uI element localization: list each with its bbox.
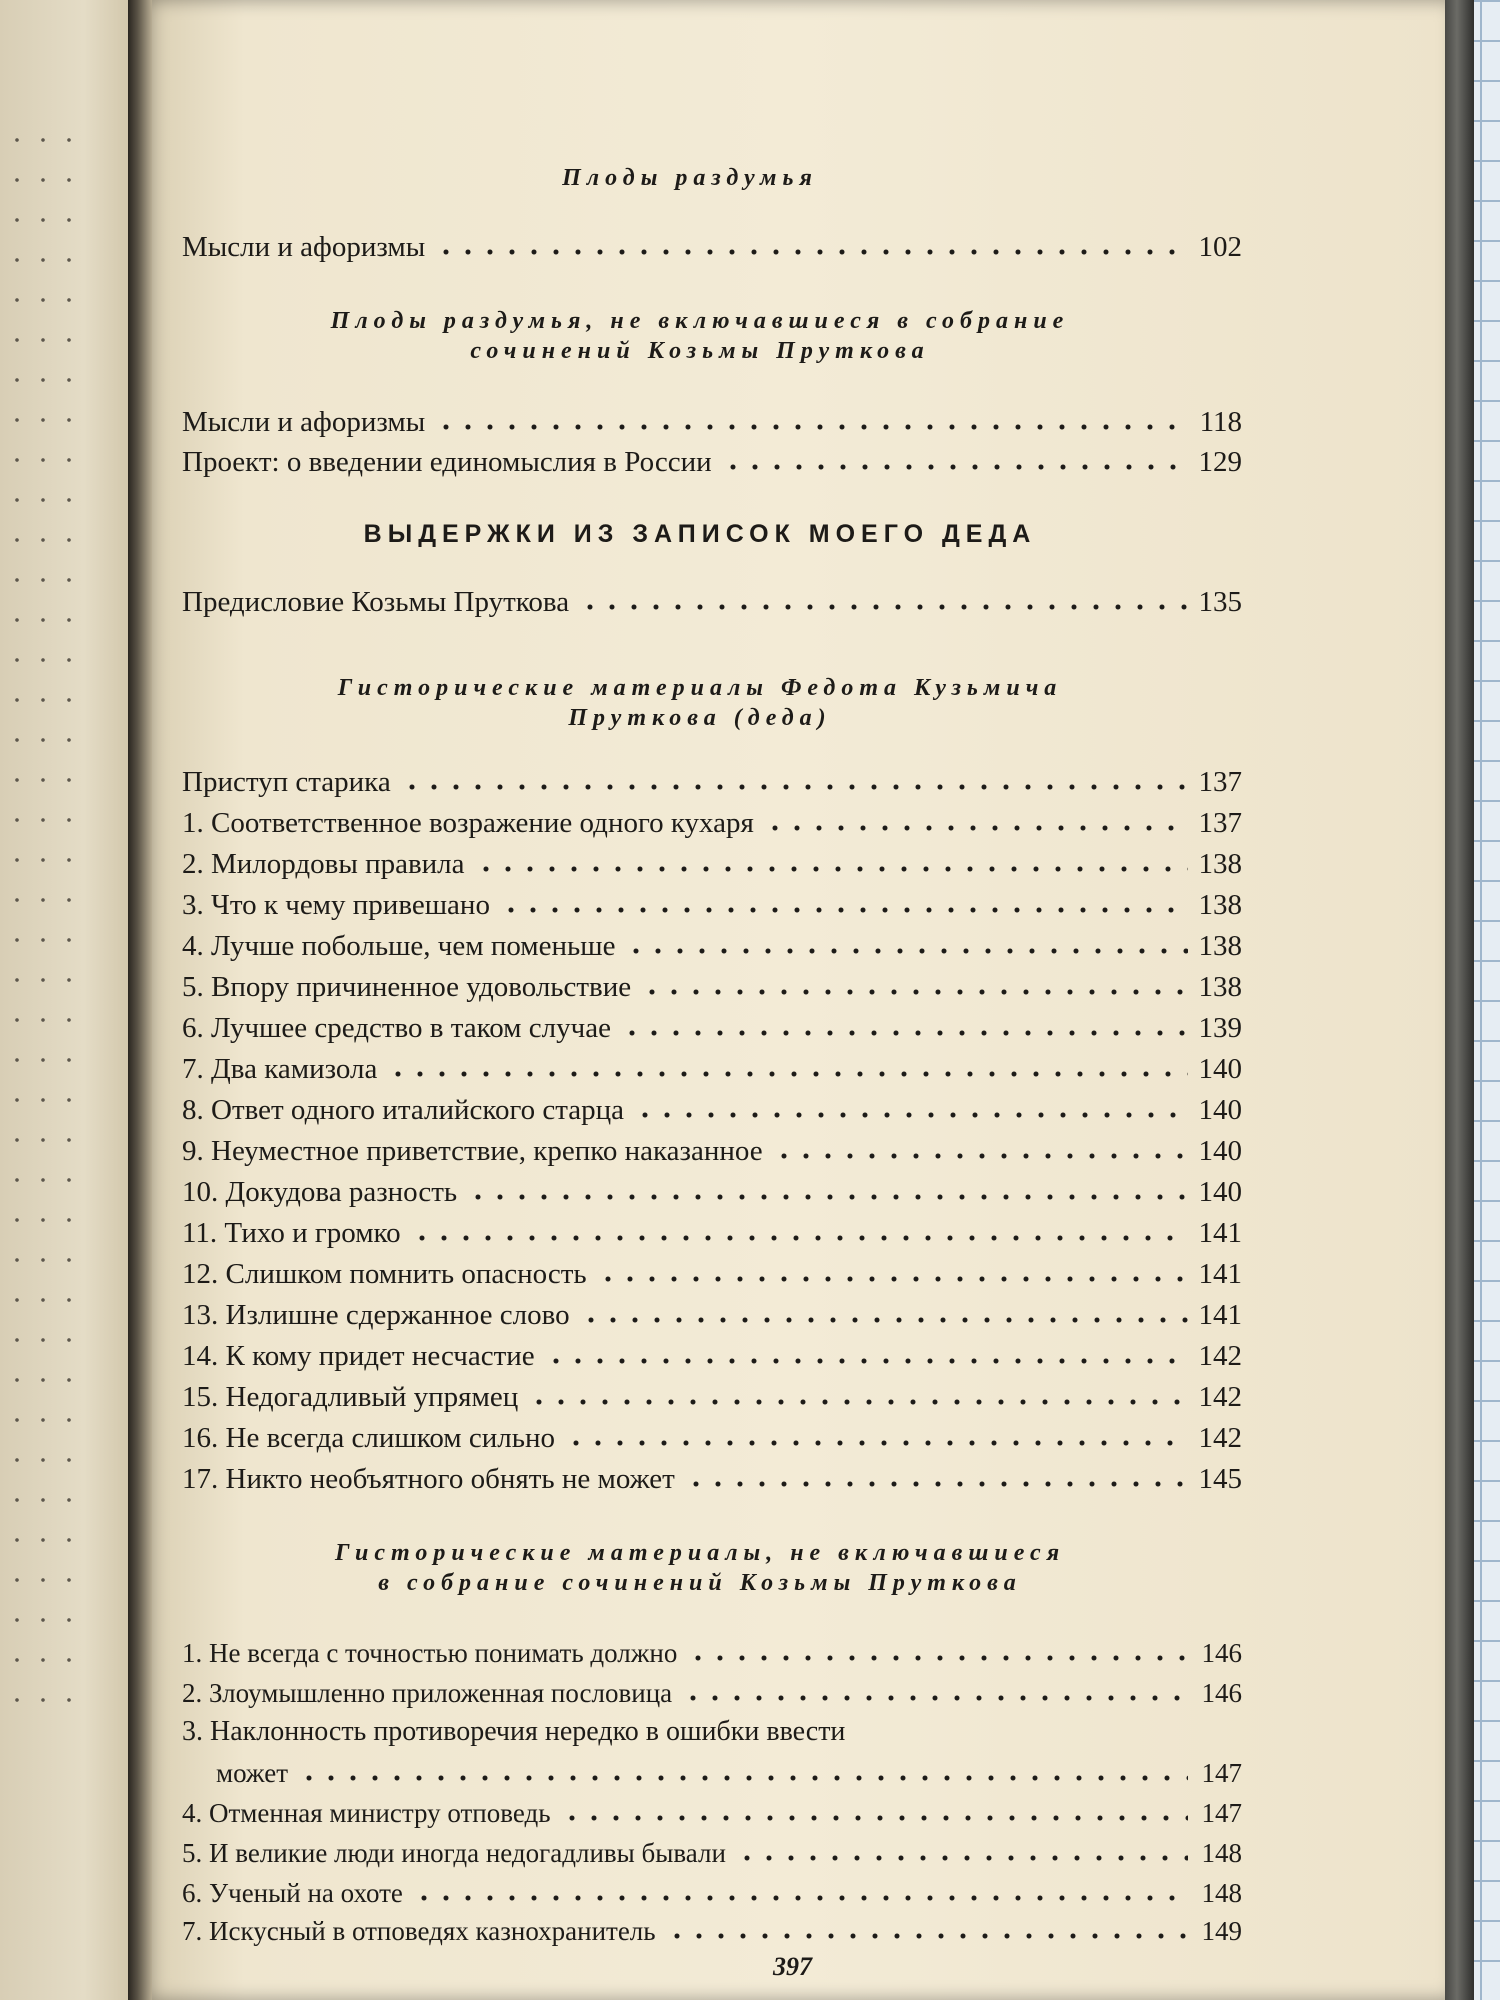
toc-entry xyxy=(182,1093,1242,1127)
entry-page: 138 xyxy=(1198,889,1242,921)
leader-dots xyxy=(500,906,1188,914)
entry-page: 102 xyxy=(1198,231,1242,263)
toc-entry xyxy=(182,1421,1242,1455)
leader-dots xyxy=(687,1654,1188,1662)
toc-entry xyxy=(182,1462,1242,1496)
leader-dots xyxy=(579,603,1188,611)
entry-page: 129 xyxy=(1198,446,1242,478)
entry-page: 147 xyxy=(1201,1798,1242,1828)
section-title: сочинений Козьмы Пруткова xyxy=(470,338,930,364)
toc-entry xyxy=(182,1876,1242,1910)
leader-dots xyxy=(561,1814,1188,1822)
leader-dots xyxy=(401,783,1188,791)
entry-title: 6. Ученый на охоте xyxy=(182,1878,403,1908)
entry-page: 118 xyxy=(1199,406,1242,438)
entry-title: 4. Лучше побольше, чем поменьше xyxy=(182,930,616,962)
entry-title: может xyxy=(216,1758,288,1788)
toc-entry xyxy=(182,1756,1242,1790)
entry-page: 148 xyxy=(1201,1878,1242,1908)
entry-page: 135 xyxy=(1198,586,1242,618)
entry-page: 140 xyxy=(1198,1176,1242,1208)
leader-dots xyxy=(565,1439,1188,1447)
entry-title: 10. Докудова разность xyxy=(182,1176,458,1208)
entry-page: 147 xyxy=(1201,1758,1242,1788)
entry-page: 141 xyxy=(1198,1258,1242,1290)
entry-title: 5. И великие люди иногда недогадливы бывали xyxy=(182,1838,726,1868)
toc-entry xyxy=(182,1134,1242,1168)
leader-dots xyxy=(634,1111,1188,1119)
entry-title: 3. Наклонность противоречия нередко в ошибки ввести xyxy=(182,1716,846,1747)
entry-title: 1. Соответственное возражение одного кухаря xyxy=(182,807,754,839)
entry-title: 13. Излишне сдержанное слово xyxy=(182,1299,570,1331)
entry-page: 141 xyxy=(1198,1299,1242,1331)
leader-dots xyxy=(435,423,1188,431)
entry-page: 148 xyxy=(1201,1838,1242,1868)
entry-page: 146 xyxy=(1201,1638,1242,1668)
toc-entry xyxy=(182,585,1242,619)
table-of-contents xyxy=(140,0,1445,2000)
leader-dots xyxy=(682,1694,1188,1702)
entry-page: 149 xyxy=(1201,1916,1242,1946)
toc-entry xyxy=(182,1676,1242,1710)
toc-entry xyxy=(182,1636,1242,1670)
entry-page: 145 xyxy=(1198,1463,1242,1495)
book-cover-edge xyxy=(1440,0,1474,2000)
entry-page: 140 xyxy=(1198,1135,1242,1167)
toc-entry xyxy=(182,1914,1242,1948)
entry-title: 1. Не всегда с точностью понимать должно xyxy=(182,1638,678,1668)
entry-page: 137 xyxy=(1198,766,1242,798)
leader-dots xyxy=(298,1774,1188,1782)
toc-entry xyxy=(182,888,1242,922)
entry-title: 3. Что к чему привешано xyxy=(182,889,490,921)
toc-entry xyxy=(182,1380,1242,1414)
toc-entry xyxy=(182,445,1242,479)
leader-dots xyxy=(387,1070,1188,1078)
entry-title: 6. Лучшее средство в таком случае xyxy=(182,1012,611,1044)
previous-page-edge xyxy=(0,0,140,2000)
leader-dots xyxy=(621,1029,1188,1037)
section-title: Плоды раздумья, не включавшиеся в собрание xyxy=(330,308,1070,334)
entry-title: 11. Тихо и громко xyxy=(182,1217,401,1249)
leader-dots xyxy=(66,120,72,1720)
entry-title: 12. Слишком помнить опасность xyxy=(182,1258,587,1290)
entry-title: 9. Неуместное приветствие, крепко наказанное xyxy=(182,1135,763,1167)
section-title: Гисторические материалы Федота Кузьмича xyxy=(337,675,1063,701)
entry-title: Мысли и афоризмы xyxy=(182,406,426,438)
toc-entry xyxy=(182,1796,1242,1830)
toc-entry xyxy=(182,847,1242,881)
page-number: 397 xyxy=(773,1952,812,1981)
entry-page: 142 xyxy=(1198,1381,1242,1413)
entry-page: 140 xyxy=(1198,1053,1242,1085)
section-title: Плоды раздумья xyxy=(562,165,818,191)
entry-page: 138 xyxy=(1198,971,1242,1003)
toc-entry xyxy=(182,970,1242,1004)
leader-dots xyxy=(722,463,1188,471)
leader-dots xyxy=(413,1894,1188,1902)
section-title: Гисторические материалы, не включавшиеся xyxy=(334,1540,1066,1566)
entry-page: 142 xyxy=(1198,1340,1242,1372)
entry-title: 7. Два камизола xyxy=(182,1053,378,1085)
toc-entry xyxy=(182,1339,1242,1373)
leader-dots xyxy=(764,824,1188,832)
entry-title: 7. Искусный в отповедях казнохранитель xyxy=(182,1916,656,1946)
toc-entry xyxy=(182,765,1242,799)
toc-entry xyxy=(182,1298,1242,1332)
leader-dots xyxy=(528,1398,1188,1406)
entry-title: 2. Милордовы правила xyxy=(182,848,465,880)
leader-dots xyxy=(40,120,46,1720)
book-page xyxy=(140,0,1445,2000)
leader-dots xyxy=(475,865,1188,873)
leader-dots xyxy=(580,1316,1188,1324)
toc-entry xyxy=(182,806,1242,840)
entry-title: Мысли и афоризмы xyxy=(182,231,426,263)
entry-title: Приступ старика xyxy=(182,766,391,798)
leader-dots xyxy=(467,1193,1188,1201)
entry-page: 138 xyxy=(1198,930,1242,962)
leader-dots xyxy=(411,1234,1188,1242)
toc-entry xyxy=(182,929,1242,963)
entry-title: 15. Недогадливый упрямец xyxy=(182,1381,519,1413)
entry-page: 138 xyxy=(1198,848,1242,880)
section-title: Пруткова (деда) xyxy=(568,705,832,731)
toc-entry xyxy=(182,1257,1242,1291)
toc-entry xyxy=(182,405,1242,439)
entry-title: 2. Злоумышленно приложенная пословица xyxy=(182,1678,673,1708)
entry-page: 140 xyxy=(1198,1094,1242,1126)
toc-entry xyxy=(182,1052,1242,1086)
leader-dots xyxy=(597,1275,1188,1283)
toc-entry xyxy=(182,230,1242,264)
entry-title: 16. Не всегда слишком сильно xyxy=(182,1422,555,1454)
leader-dots xyxy=(641,988,1188,996)
toc-entry xyxy=(182,1011,1242,1045)
toc-entry xyxy=(182,1175,1242,1209)
entry-title: 5. Впору причиненное удовольствие xyxy=(182,971,632,1003)
section-title: ВЫДЕРЖКИ ИЗ ЗАПИСОК МОЕГО ДЕДА xyxy=(363,520,1037,548)
leader-dots xyxy=(435,248,1188,256)
book-gutter xyxy=(128,0,152,2000)
entry-page: 146 xyxy=(1201,1678,1242,1708)
entry-page: 142 xyxy=(1198,1422,1242,1454)
entry-title: 17. Никто необъятного обнять не может xyxy=(182,1463,675,1495)
leader-dots xyxy=(666,1932,1188,1940)
entry-title: Предисловие Козьмы Пруткова xyxy=(182,586,570,618)
leader-dots xyxy=(773,1152,1188,1160)
toc-entry xyxy=(182,1836,1242,1870)
entry-title: 4. Отменная министру отповедь xyxy=(182,1798,551,1828)
leader-dots xyxy=(736,1854,1188,1862)
entry-page: 141 xyxy=(1198,1217,1242,1249)
toc-entry xyxy=(182,1216,1242,1250)
entry-title: Проект: о введении единомыслия в России xyxy=(182,446,712,478)
leader-dots xyxy=(625,947,1188,955)
section-title: в собрание сочинений Козьмы Пруткова xyxy=(378,1570,1022,1596)
leader-dots xyxy=(545,1357,1188,1365)
entry-page: 137 xyxy=(1198,807,1242,839)
leader-dots xyxy=(14,120,20,1720)
leader-dots xyxy=(685,1480,1188,1488)
entry-page: 139 xyxy=(1198,1012,1242,1044)
entry-title: 8. Ответ одного италийского старца xyxy=(182,1094,625,1126)
entry-title: 14. К кому придет несчастие xyxy=(182,1340,535,1372)
